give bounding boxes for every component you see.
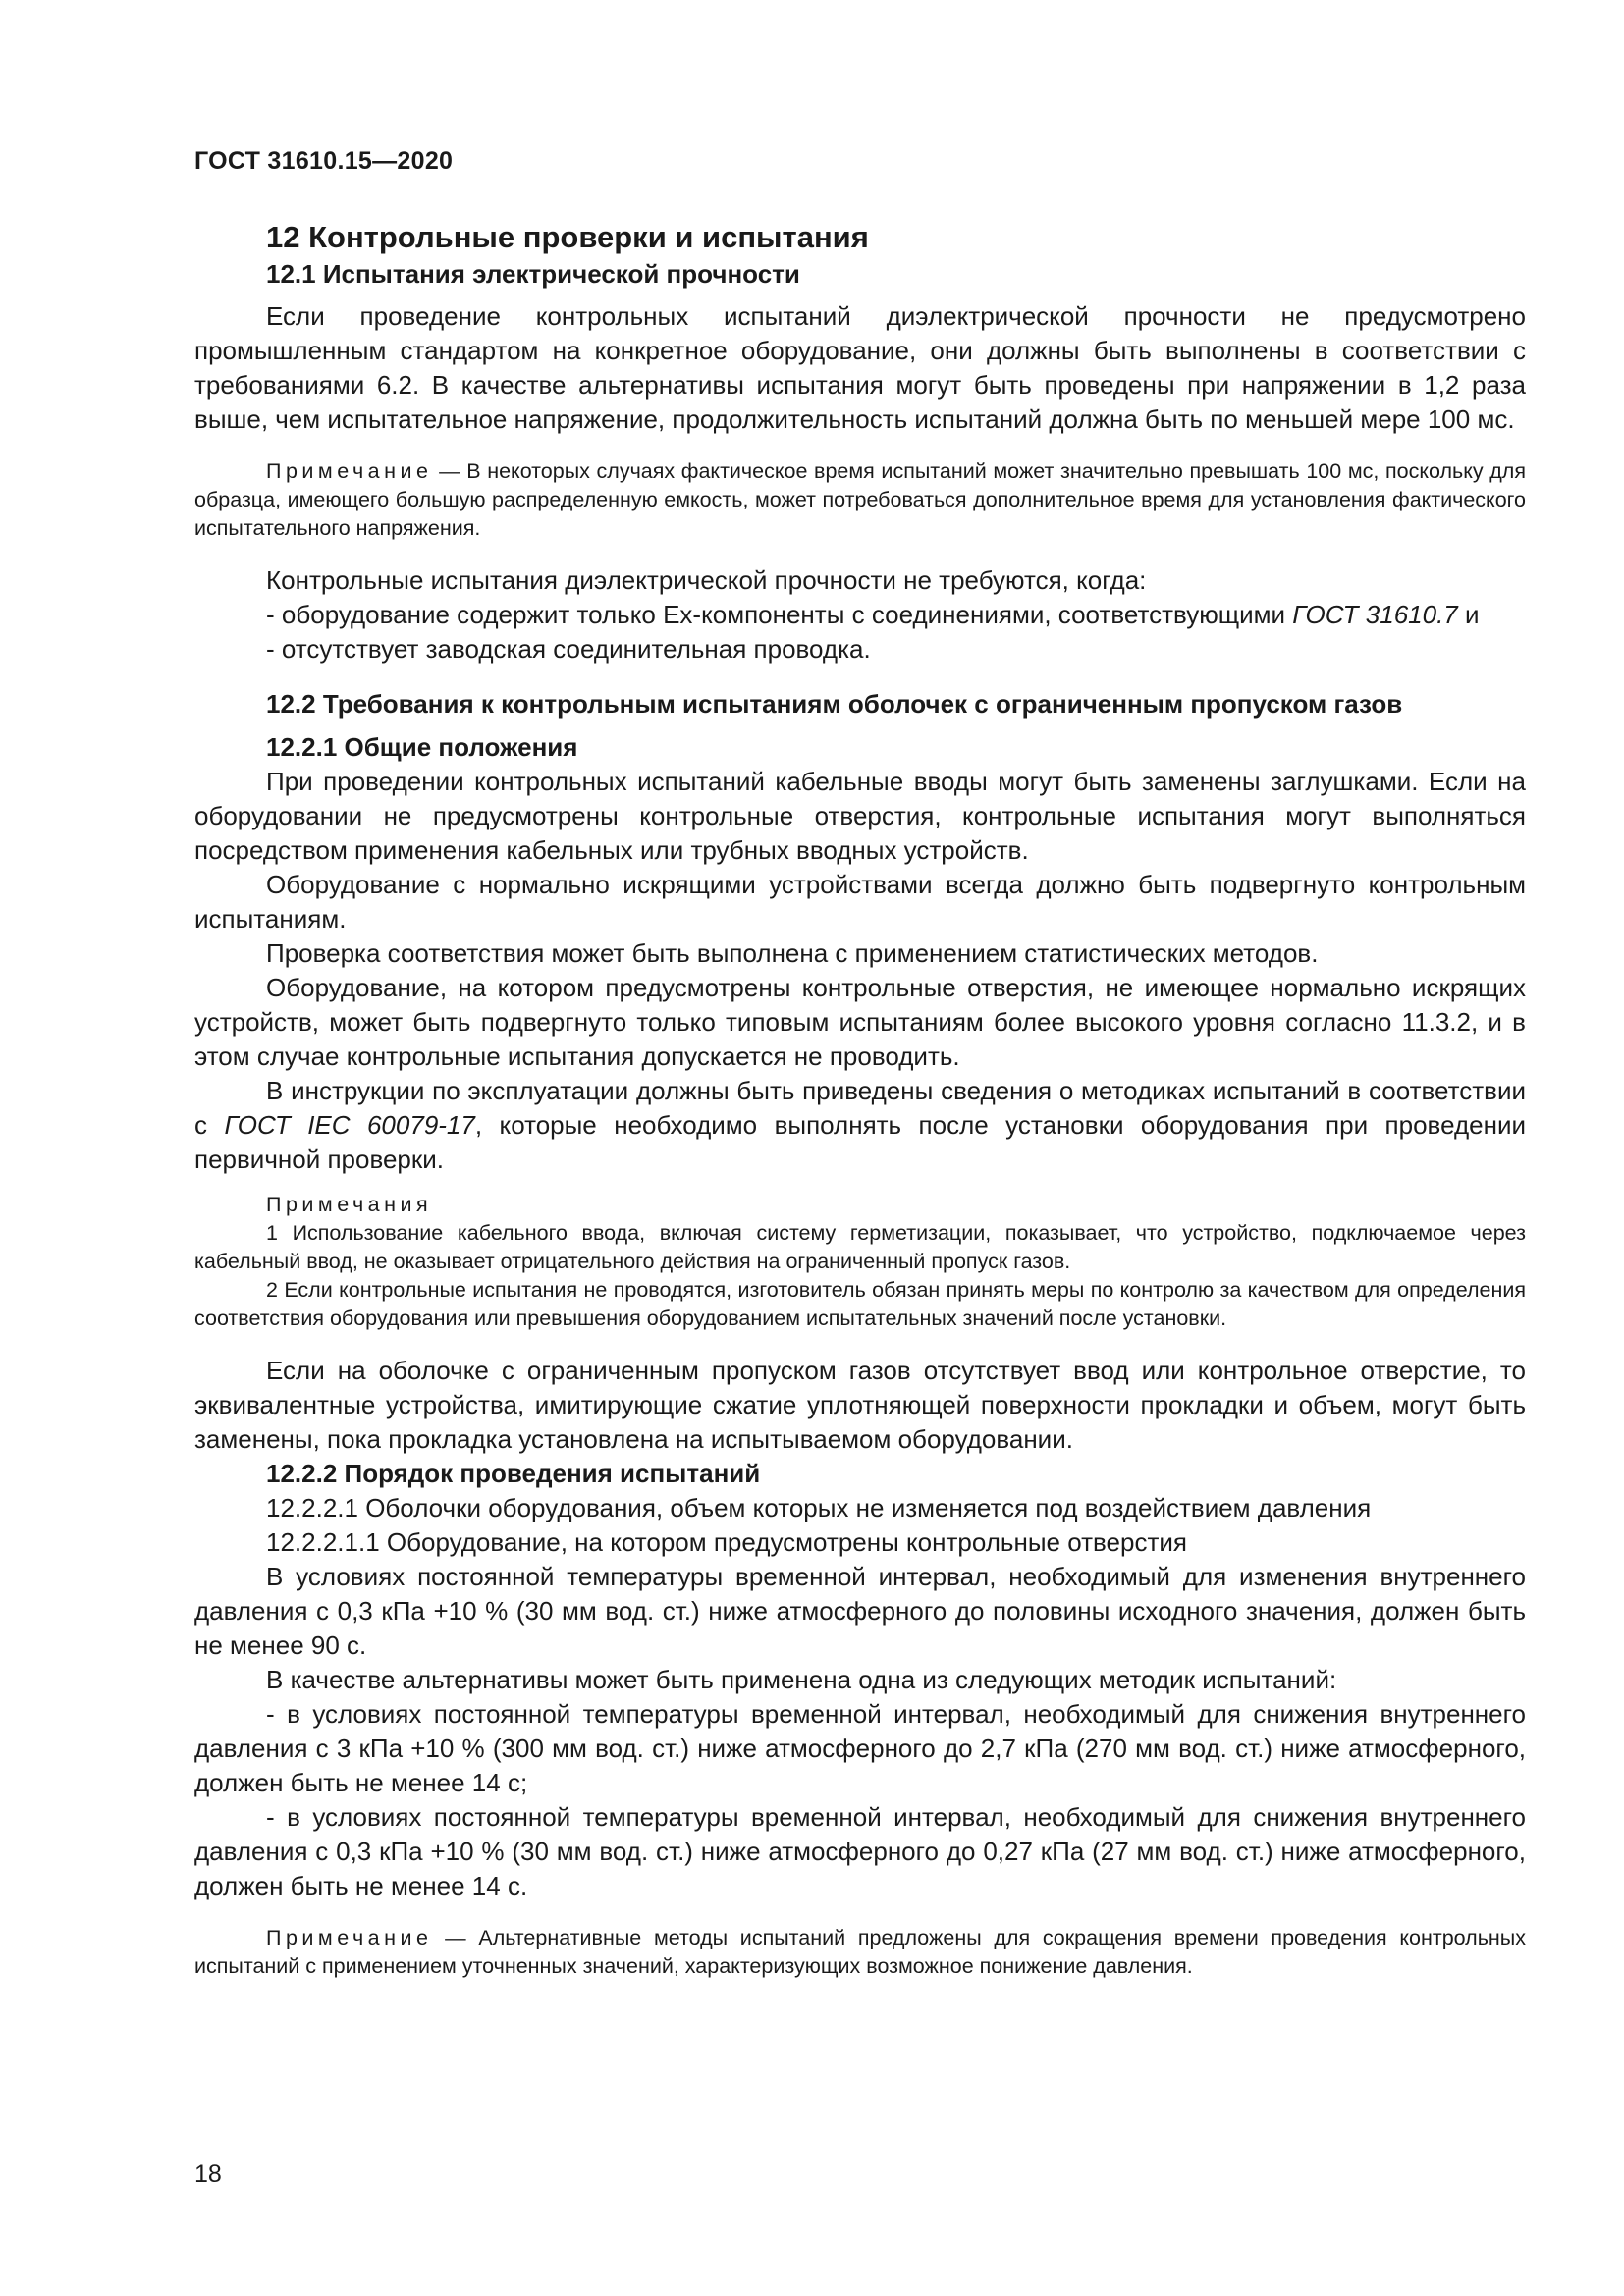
- list-item-text: и: [1457, 600, 1480, 629]
- list-item-text: - оборудование содержит только Ex-компоненты с соединениями, соответствующими: [266, 600, 1293, 629]
- notes-label: Примечания: [266, 1193, 433, 1216]
- subsection-title-12-2: 12.2 Требования к контрольным испытаниям оболочек с ограниченным пропуском газов: [266, 689, 1403, 719]
- list-item: - в условиях постоянной температуры временной интервал, необходимый для снижения внутреннего давления с 3 кПа +10 % (300 мм вод. ст.) ниже атмосферного до 2,7 кПа (270 мм вод. ст.) ниже атмосферного, должен быть не менее 14 с;: [194, 1699, 1526, 1797]
- paragraph-text: , которые необходимо выполнять после установки оборудования при проведении первичной проверки.: [194, 1110, 1526, 1174]
- standard-reference: ГОСТ IEC 60079-17: [224, 1110, 475, 1140]
- note: [194, 1924, 1526, 1981]
- paragraph: Контрольные испытания диэлектрической прочности не требуются, когда:: [266, 565, 1147, 595]
- list-item: - в условиях постоянной температуры временной интервал, необходимый для снижения внутреннего давления с 0,3 кПа +10 % (30 мм вод. ст.) ниже атмосферного до 0,27 кПа (27 мм вод. ст.) ниже атмосферного, должен быть не менее 14 с.: [194, 1802, 1526, 1900]
- paragraph: Если проведение контрольных испытаний диэлектрической прочности не предусмотрено промышленным стандартом на конкретное оборудование, они должны быть выполнены в соответствии с требованиями 6.2. В качестве альтернативы испытания могут быть проведены при напряжении в 1,2 раза выше, чем испытательное напряжение, продолжительность испытаний должна быть по меньшей мере 100 мс.: [194, 301, 1526, 434]
- note-label: Примечание: [266, 459, 433, 483]
- paragraph: Оборудование, на котором предусмотрены контрольные отверстия, не имеющее нормально искрящих устройств, может быть подвергнуто только типовым испытаниям более высокого уровня согласно 11.3.2, и в этом случае контрольные испытания допускается не проводить.: [194, 973, 1526, 1071]
- standard-reference: ГОСТ 31610.7: [1292, 600, 1458, 629]
- paragraph: В качестве альтернативы может быть применена одна из следующих методик испытаний:: [266, 1665, 1337, 1694]
- page-content: [194, 218, 1526, 1981]
- note-item: 1 Использование кабельного ввода, включая систему герметизации, показывает, что устройство, подключаемое через кабельный ввод, не оказывает отрицательного действия на ограниченный пропуск газов.: [194, 1221, 1526, 1273]
- subsection-title-12-2-1: 12.2.1 Общие положения: [266, 732, 578, 762]
- subsection-title-12-1: 12.1 Испытания электрической прочности: [266, 259, 800, 289]
- list-item: - отсутствует заводская соединительная проводка.: [266, 634, 871, 664]
- note-label: Примечание: [266, 1926, 433, 1949]
- clause-title: 12.2.2.1 Оболочки оборудования, объем которых не изменяется под воздействием давления: [266, 1493, 1372, 1522]
- page-number: 18: [194, 2161, 222, 2188]
- paragraph: В условиях постоянной температуры временной интервал, необходимый для изменения внутреннего давления с 0,3 кПа +10 % (30 мм вод. ст.) ниже атмосферного до половины исходного значения, должен быть не менее 90 с.: [194, 1562, 1526, 1660]
- document-code-header: ГОСТ 31610.15—2020: [194, 147, 454, 175]
- paragraph: При проведении контрольных испытаний кабельные вводы могут быть заменены заглушками. Если на оборудовании не предусмотрены контрольные отверстия, контрольные испытания могут выполняться посредством применения кабельных или трубных вводных устройств.: [194, 767, 1526, 865]
- paragraph: [194, 1074, 1526, 1177]
- paragraph: Если на оболочке с ограниченным пропуском газов отсутствует ввод или контрольное отверстие, то эквивалентные устройства, имитирующие сжатие уплотняющей поверхности прокладки и объем, могут быть заменены, пока прокладка установлена на испытываемом оборудовании.: [194, 1356, 1526, 1454]
- list-item: [194, 598, 1526, 632]
- clause-title: 12.2.2.1.1 Оборудование, на котором предусмотрены контрольные отверстия: [266, 1527, 1187, 1557]
- paragraph: Проверка соответствия может быть выполнена с применением статистических методов.: [266, 938, 1319, 968]
- paragraph: Оборудование с нормально искрящими устройствами всегда должно быть подвергнуто контрольным испытаниям.: [194, 870, 1526, 934]
- note: [194, 457, 1526, 543]
- note-text: — Альтернативные методы испытаний предложены для сокращения времени проведения контрольных испытаний с применением уточненных значений, характеризующих возможное понижение давления.: [194, 1926, 1526, 1978]
- section-title: 12 Контрольные проверки и испытания: [266, 220, 869, 254]
- note-item: 2 Если контрольные испытания не проводятся, изготовитель обязан принять меры по контролю за качеством для определения соответствия оборудования или превышения оборудованием испытательных значений после установки.: [194, 1278, 1526, 1330]
- paragraph-text: В инструкции по эксплуатации должны быть приведены сведения о методиках испытаний в соответствии с: [194, 1076, 1526, 1140]
- note-text: — В некоторых случаях фактическое время испытаний может значительно превышать 100 мс, поскольку для образца, имеющего большую распределенную емкость, может потребоваться дополнительное время для установления фактического испытательного напряжения.: [194, 459, 1526, 540]
- subsection-title-12-2-2: 12.2.2 Порядок проведения испытаний: [266, 1459, 761, 1488]
